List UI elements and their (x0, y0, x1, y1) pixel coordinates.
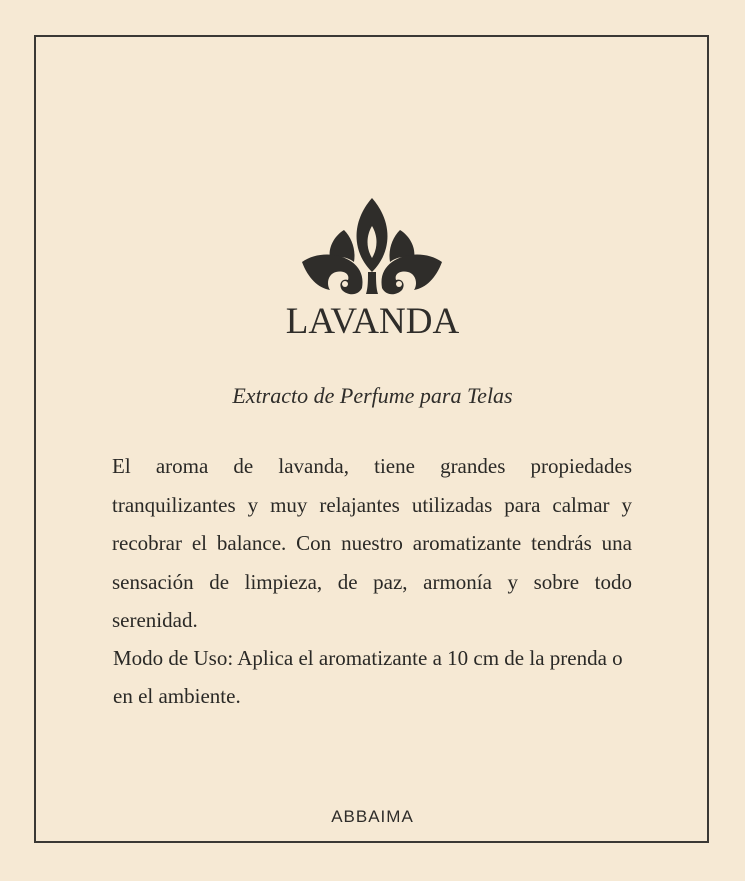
description-paragraph: El aroma de lavanda, tiene grandes propiedades tranquilizantes y muy relajantes utilizadas para calmar y recobrar el balance. Con nuestro aromatizante tendrás una sensación de limpieza, de paz, armonía y sobre todo serenidad. (112, 454, 632, 632)
usage-instructions: Modo de Uso: Aplica el aromatizante a 10 cm de la prenda o en el ambiente. (113, 646, 623, 708)
lotus-ornament-icon (298, 196, 446, 300)
label-border (34, 35, 709, 843)
product-subtitle: Extracto de Perfume para Telas (232, 383, 513, 408)
company-name: ABBAIMA (331, 807, 414, 826)
brand-name: LAVANDA (285, 301, 460, 342)
